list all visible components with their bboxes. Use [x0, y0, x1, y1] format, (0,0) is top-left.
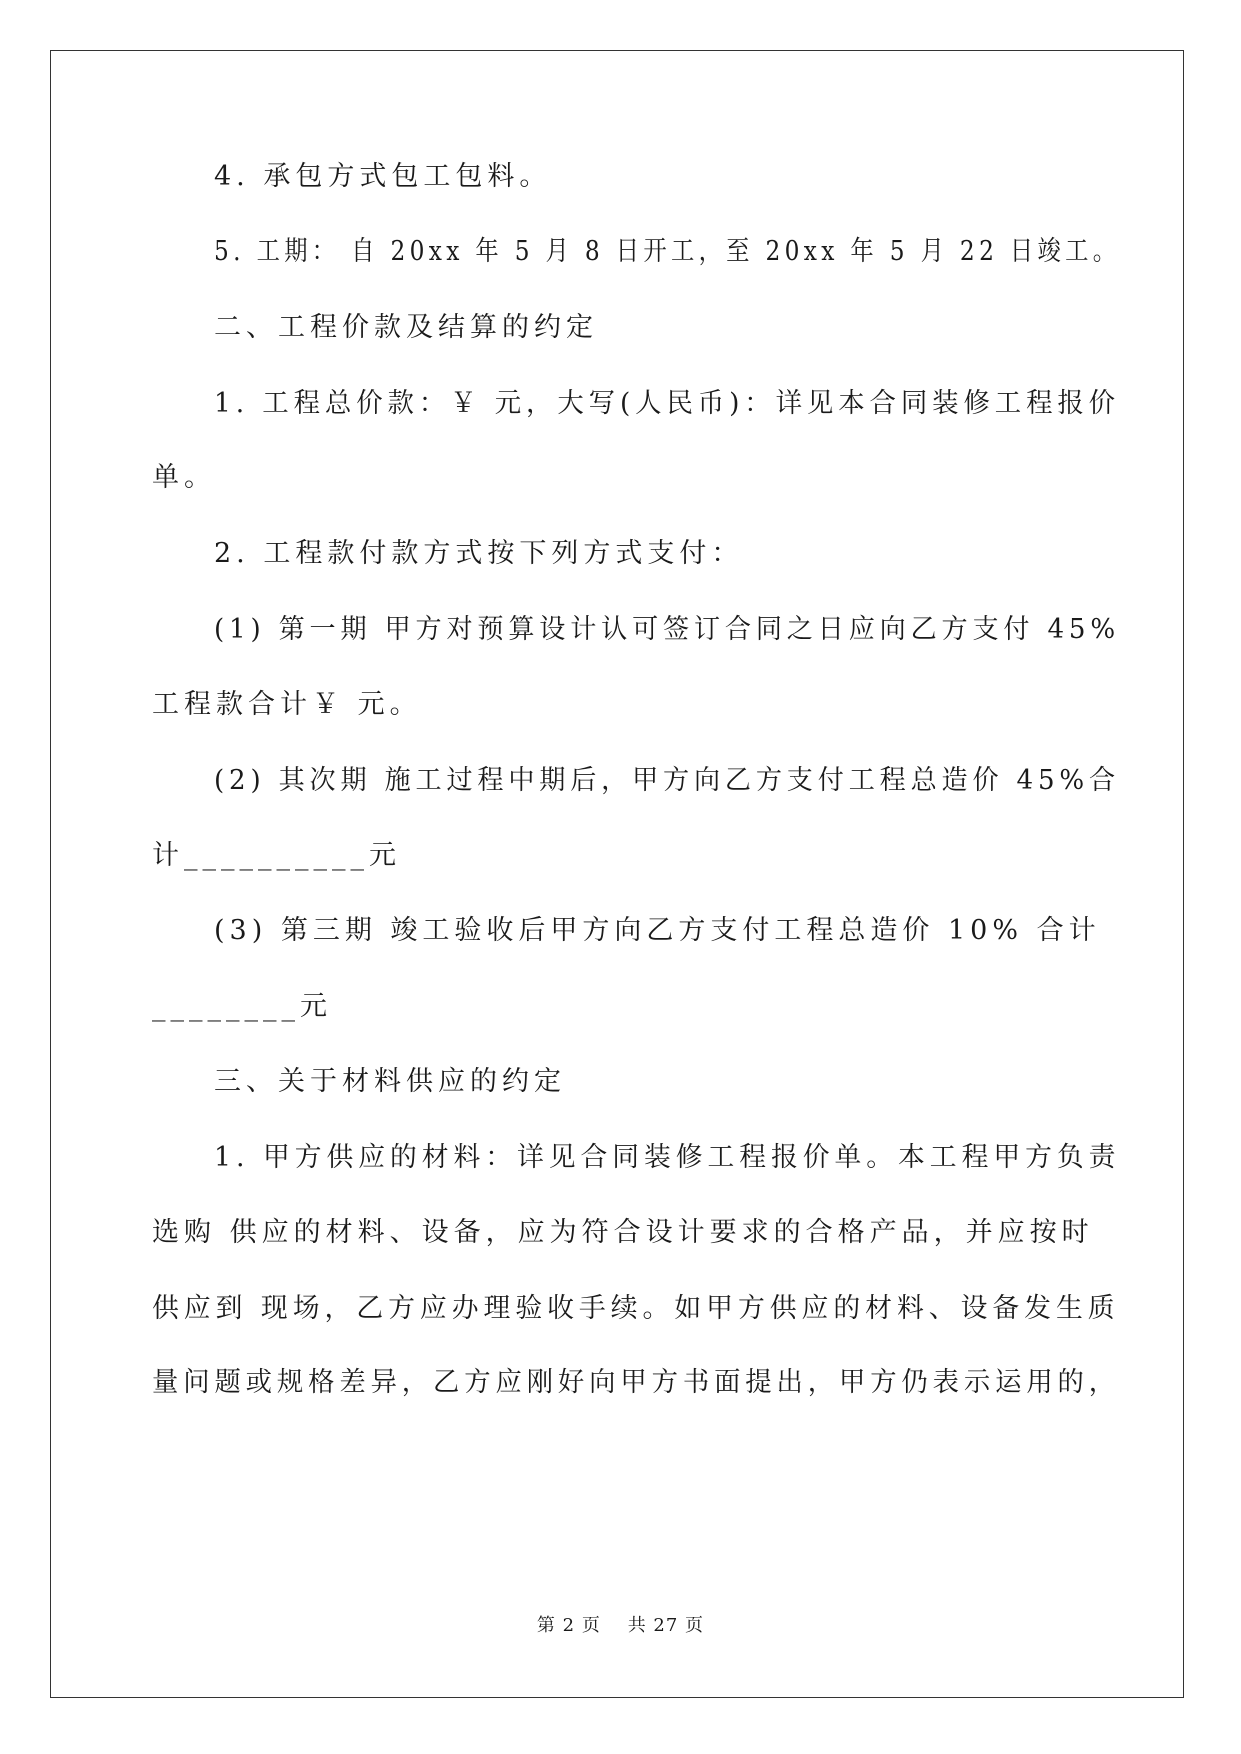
text-line: (2) 其次期 施工过程中期后，甲方向乙方支付工程总造价 45%合 — [214, 765, 1121, 796]
text-line: 选购 供应的材料、设备，应为符合设计要求的合格产品，并应按时 — [152, 1217, 1094, 1248]
text-line: 5. 工期： 自 20xx 年 5 月 8 日开工，至 20xx 年 5 月 22 日竣工。 — [214, 236, 1121, 267]
section-heading: 三、关于材料供应的约定 — [214, 1066, 566, 1097]
text-line: 工程款合计￥ 元。 — [152, 689, 422, 720]
text-line: 1. 甲方供应的材料：详见合同装修工程报价单。本工程甲方负责 — [214, 1142, 1121, 1173]
text-line: ________元 — [152, 991, 332, 1022]
text-line: 1. 工程总价款：￥ 元，大写(人民币)：详见本合同装修工程报价 — [214, 388, 1120, 419]
section-heading: 二、工程价款及结算的约定 — [214, 312, 598, 343]
text-line: 4. 承包方式包工包料。 — [214, 161, 552, 192]
text-line: 2. 工程款付款方式按下列方式支付： — [214, 538, 744, 569]
text-line: 量问题或规格差异，乙方应刚好向甲方书面提出，甲方仍表示运用的， — [152, 1367, 1120, 1398]
text-line: 计__________元 — [152, 840, 401, 871]
page-border — [50, 50, 1184, 1698]
text-line: 单。 — [152, 462, 216, 493]
text-line: (1) 第一期 甲方对预算设计认可签订合同之日应向乙方支付 45% — [214, 614, 1121, 645]
text-line: 供应到 现场，乙方应办理验收手续。如甲方供应的材料、设备发生质 — [152, 1293, 1120, 1324]
text-line: (3) 第三期 竣工验收后甲方向乙方支付工程总造价 10% 合计 — [214, 915, 1101, 946]
page-number-footer: 第 2 页 共 27 页 — [536, 1615, 705, 1636]
